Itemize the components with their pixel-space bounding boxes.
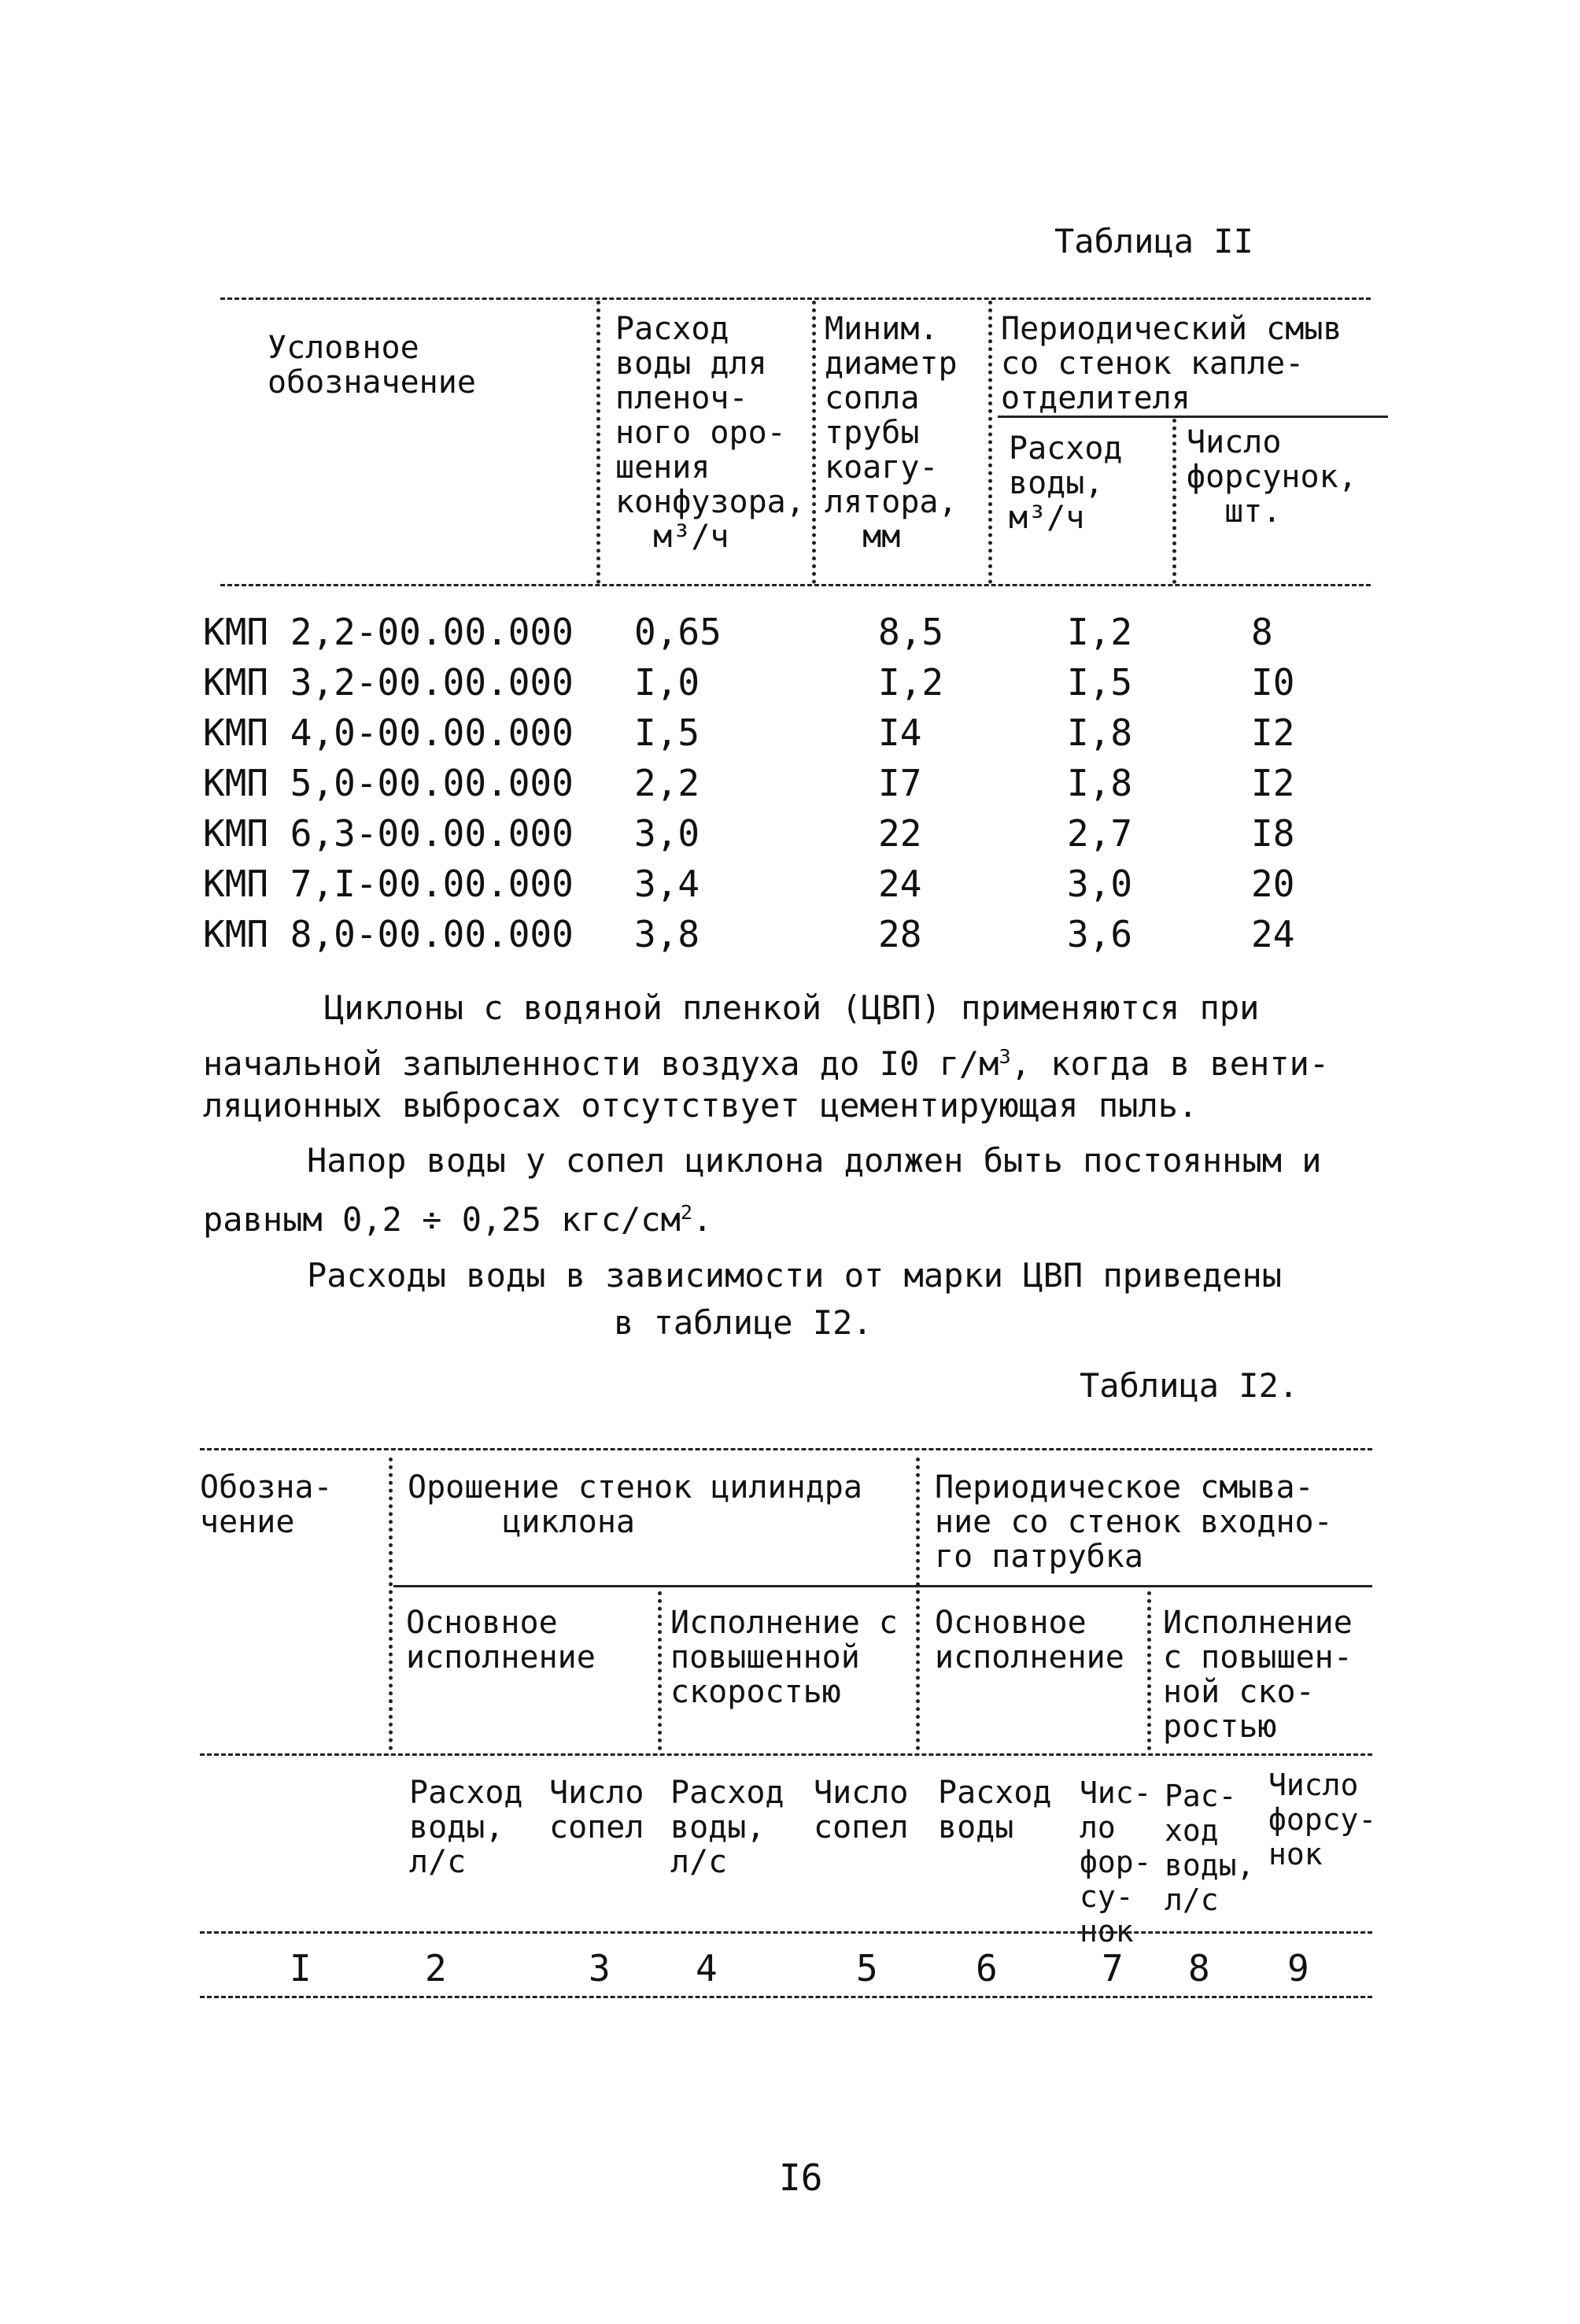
paragraph-3-line-1: Расходы воды в зависимости от марки ЦВП приведены — [307, 1256, 1283, 1295]
table12-col-sep — [916, 1458, 920, 1750]
table12-col3-header: Число сопел — [549, 1775, 644, 1846]
row-designation: КМП 4,0-00.00.000 — [203, 711, 574, 754]
row-periodic-water: I,8 — [1067, 762, 1133, 804]
table11-caption: Таблица II — [1054, 222, 1253, 260]
table12-header-cylinder: Орошение стенок цилиндра циклона — [408, 1469, 862, 1540]
row-nozzles: I8 — [1251, 812, 1295, 855]
row-film-water: 3,4 — [634, 863, 700, 905]
row-min-diameter: I7 — [878, 762, 922, 804]
row-designation: КМП 7,I-00.00.000 — [203, 863, 574, 905]
column-number: I — [290, 1947, 312, 1990]
paragraph-1-line-2 — [203, 1033, 1329, 1088]
text: . — [692, 1200, 713, 1239]
paragraph-3-line-2: в таблице I2. — [614, 1303, 873, 1342]
table12-top-rule — [200, 1448, 1372, 1450]
column-number: 6 — [976, 1947, 998, 1990]
row-nozzles: I2 — [1251, 711, 1295, 754]
paragraph-1-line-3: ляционных выбросах отсутствует цементирующая пыль. — [203, 1086, 1198, 1125]
paragraph-2-line-1: Напор воды у сопел циклона должен быть постоянным и — [307, 1141, 1322, 1180]
row-film-water: I,5 — [634, 711, 700, 754]
table12-col5-header: Число сопел — [814, 1775, 909, 1846]
row-periodic-water: 3,0 — [1067, 863, 1133, 905]
table12-caption: Таблица I2. — [1080, 1366, 1299, 1405]
table12-header-inlet: Периодическое смыва- ние со стенок входно- го патрубка — [935, 1469, 1333, 1575]
table12-header-rule — [200, 1753, 1372, 1756]
table12-header-designation: Обозна- чение — [200, 1469, 333, 1540]
column-number: 2 — [425, 1947, 447, 1990]
column-number: 3 — [589, 1947, 611, 1990]
table12-bottom-rule — [200, 1996, 1372, 1998]
row-min-diameter: 22 — [878, 812, 922, 855]
table12-col2-header: Расход воды, л/с — [409, 1775, 523, 1880]
table12-header-basic-2: Основное исполнение — [935, 1605, 1124, 1676]
table11-col-sep — [596, 301, 600, 584]
table12-header-basic-1: Основное исполнение — [406, 1605, 596, 1676]
table12-col9-header: Число форсу- нок — [1268, 1768, 1377, 1871]
table11-header-rule — [220, 584, 1371, 586]
column-number: 4 — [696, 1947, 718, 1990]
row-periodic-water: 2,7 — [1067, 812, 1133, 855]
row-designation: КМП 2,2-00.00.000 — [203, 611, 574, 653]
row-min-diameter: 8,5 — [878, 611, 944, 653]
table11-header-periodic-water: Расход воды, м³/ч — [1009, 430, 1123, 536]
table12-col4-header: Расход воды, л/с — [670, 1775, 784, 1880]
text: начальной запыленности воздуха до I0 г/м — [203, 1044, 999, 1083]
row-film-water: 3,0 — [634, 812, 700, 855]
table11-header-film-water: Расход воды для пленоч- ного оро- шения конфузора, м³/ч — [615, 311, 805, 555]
row-film-water: I,0 — [634, 661, 700, 704]
table11-col-sep — [1172, 419, 1176, 584]
row-min-diameter: 28 — [878, 913, 922, 955]
column-number: 8 — [1188, 1947, 1210, 1990]
table12-col-sep — [1147, 1591, 1151, 1750]
table11-periodic-underline — [998, 416, 1388, 418]
row-film-water: 0,65 — [634, 611, 722, 653]
text: равным 0,2 ÷ 0,25 кгс/см — [203, 1200, 681, 1239]
table12-col7-header: Чис- ло фор- су- нок — [1080, 1775, 1152, 1949]
column-number: 9 — [1287, 1947, 1309, 1990]
superscript: 2 — [680, 1201, 693, 1224]
paragraph-2-line-2 — [203, 1188, 712, 1244]
row-periodic-water: I,2 — [1067, 611, 1133, 653]
table12-col6-header: Расход воды — [938, 1775, 1052, 1846]
table11-header-min-diameter: Миним. диаметр сопла трубы коагу- лятора, мм — [825, 311, 958, 555]
table11-col-sep — [812, 301, 816, 584]
text: , когда в венти- — [1010, 1044, 1330, 1083]
row-periodic-water: I,8 — [1067, 711, 1133, 754]
table11-header-periodic: Периодический смыв со стенок капле- отделителя — [1001, 311, 1342, 416]
table12-col8-header: Рас- ход воды, л/с — [1165, 1779, 1255, 1917]
table12-subheader-rule — [393, 1585, 1372, 1587]
superscript: 3 — [999, 1045, 1011, 1068]
table11-top-rule — [220, 297, 1371, 300]
column-number: 7 — [1102, 1947, 1124, 1990]
row-film-water: 3,8 — [634, 913, 700, 955]
table11-header-periodic-nozzles: Число форсунок, шт. — [1187, 424, 1357, 530]
row-nozzles: I0 — [1251, 661, 1295, 704]
table11-header-designation: Условное обозначение — [268, 330, 476, 401]
row-designation: КМП 5,0-00.00.000 — [203, 762, 574, 804]
table12-col-sep — [389, 1458, 393, 1750]
column-number: 5 — [856, 1947, 878, 1990]
row-nozzles: I2 — [1251, 762, 1295, 804]
table12-units-rule — [200, 1931, 1372, 1934]
row-min-diameter: I4 — [878, 711, 922, 754]
paragraph-1-line-1: Циклоны с водяной пленкой (ЦВП) применяются при — [324, 988, 1260, 1027]
table11-col-sep — [988, 301, 992, 584]
table12-col-sep — [658, 1591, 662, 1750]
row-designation: КМП 6,3-00.00.000 — [203, 812, 574, 855]
row-min-diameter: 24 — [878, 863, 922, 905]
row-periodic-water: I,5 — [1067, 661, 1133, 704]
row-designation: КМП 3,2-00.00.000 — [203, 661, 574, 704]
row-nozzles: 24 — [1251, 913, 1295, 955]
table12-header-increased-1: Исполнение с повышенной скоростью — [670, 1605, 898, 1710]
table12-header-increased-2: Исполнение с повышен- ной ско- ростью — [1163, 1605, 1353, 1745]
row-periodic-water: 3,6 — [1067, 913, 1133, 955]
row-nozzles: 20 — [1251, 863, 1295, 905]
row-nozzles: 8 — [1251, 611, 1273, 653]
row-film-water: 2,2 — [634, 762, 700, 804]
row-min-diameter: I,2 — [878, 661, 944, 704]
page-number: I6 — [779, 2156, 823, 2199]
row-designation: КМП 8,0-00.00.000 — [203, 913, 574, 955]
